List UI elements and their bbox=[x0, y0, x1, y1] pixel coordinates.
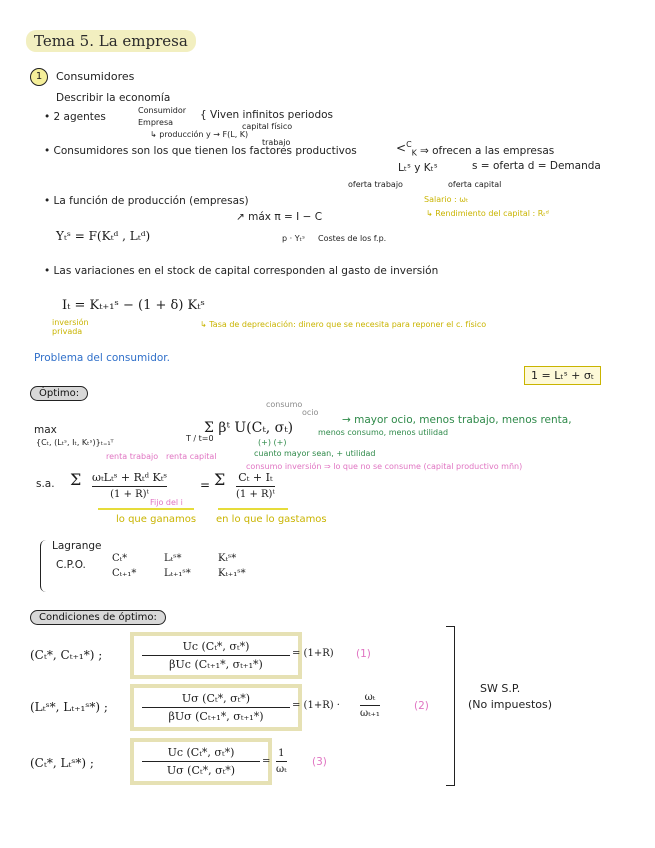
mayor-ocio-note: → mayor ocio, menos trabajo, menos renta, bbox=[342, 414, 572, 426]
eq2-wage-num: ωₜ bbox=[364, 692, 376, 703]
conditions-bracket bbox=[446, 626, 455, 786]
capital-fisico-note: capital físico bbox=[242, 122, 293, 131]
fraction-line bbox=[360, 705, 380, 706]
ocio-annotation: ocio bbox=[302, 408, 319, 417]
fraction-line bbox=[276, 761, 287, 762]
sum-constraint-lhs: Σ bbox=[70, 470, 82, 489]
eq2-tag: (2) bbox=[414, 700, 429, 712]
eq1-frame bbox=[130, 632, 302, 679]
salario-label: Salario : ωₜ bbox=[424, 195, 469, 204]
constraint-lhs-fraction bbox=[92, 471, 167, 500]
cpo-l-t1: Lₜ₊₁ˢ* bbox=[164, 568, 191, 579]
condiciones-heading: Condiciones de óptimo: bbox=[30, 610, 166, 625]
ingresos-label: p · Yₜˢ bbox=[282, 234, 305, 243]
max-variables: {Cₜ, (Lₜˢ, Iₜ, Kₜˢ)}ₜ₌₁ᵀ bbox=[36, 438, 114, 447]
cpo-label: C.P.O. bbox=[56, 559, 86, 571]
tasa-depreciacion-note: ↳ Tasa de depreciación: dinero que se necesita para reponer el c. físico bbox=[200, 320, 487, 329]
constraint-rhs-numerator: Cₜ + Iₜ bbox=[238, 471, 273, 484]
cpo-c-t1: Cₜ₊₁* bbox=[112, 568, 137, 579]
eq2-rhs: = (1+R) · bbox=[292, 700, 340, 711]
eq3-inverse-wage bbox=[276, 748, 287, 775]
cpo-k-t: Kₜˢ* bbox=[218, 553, 237, 564]
labor-capital-supply: Lₜˢ y Kₜˢ bbox=[398, 162, 438, 174]
max-label: max bbox=[34, 424, 57, 436]
section-subheading: Describir la economía bbox=[56, 92, 171, 104]
eq1-denominator: βUc (Cₜ₊₁*, σₜ₊₁*) bbox=[169, 658, 263, 671]
ck-lower: K bbox=[411, 148, 417, 158]
agent-empresa: Empresa bbox=[138, 118, 174, 127]
constraint-rhs-fraction bbox=[236, 471, 275, 500]
optimo-label: Óptimo: bbox=[30, 386, 88, 401]
lo-que-ganamos: lo que ganamos bbox=[116, 514, 197, 525]
constraint-lhs-denominator: (1 + R)ᵗ bbox=[110, 489, 150, 500]
sign-annotations: (+) (+) bbox=[258, 438, 287, 447]
eq2-denominator: βUσ (Cₜ₊₁*, σₜ₊₁*) bbox=[168, 710, 264, 723]
ofrecen-text: ⇒ ofrecen a las empresas bbox=[420, 145, 555, 157]
investment-equation: Iₜ = Kₜ₊₁ˢ − (1 + δ) Kₜˢ bbox=[62, 298, 205, 313]
inversion-privada-label: inversión privada bbox=[52, 318, 89, 336]
ck-upper: C bbox=[406, 140, 412, 149]
production-equation: Yₜˢ = F(Kₜᵈ , Lₜᵈ) bbox=[56, 229, 151, 243]
consumo-annotation: consumo bbox=[266, 400, 303, 409]
eq3-tag: (3) bbox=[312, 756, 327, 768]
page-title: Tema 5. La empresa bbox=[26, 30, 196, 52]
eq1-rhs: = (1+R) bbox=[292, 648, 334, 659]
produccion-note: ↳ producción y → F(L, K) bbox=[150, 130, 249, 139]
eq3-denominator: Uσ (Cₜ*, σₜ*) bbox=[166, 764, 236, 777]
constraint-rhs-denominator: (1 + R)ᵗ bbox=[236, 489, 275, 500]
agent-consumidor: Consumidor bbox=[138, 106, 187, 115]
bullet-agents: • 2 agentes bbox=[44, 111, 106, 123]
eq1-numerator: Uc (Cₜ*, σₜ*) bbox=[182, 640, 250, 653]
bullet-funcion: • La función de producción (empresas) bbox=[44, 195, 249, 207]
eq3-inv-num: 1 bbox=[278, 748, 285, 759]
fraction-line bbox=[142, 707, 290, 708]
eq2-pair: (Lₜˢ*, Lₜ₊₁ˢ*) ; bbox=[30, 700, 108, 714]
eq1-tag: (1) bbox=[356, 648, 371, 660]
costes-label: Costes de los f.p. bbox=[318, 234, 387, 243]
eq3-inv-den: ωₜ bbox=[276, 764, 287, 775]
sw-sp-note: SW S.P. bbox=[480, 682, 521, 695]
cpo-k-t1: Kₜ₊₁ˢ* bbox=[218, 568, 246, 579]
fraction-line bbox=[142, 761, 260, 762]
menos-consumo-note: menos consumo, menos utilidad bbox=[318, 428, 449, 437]
constraint-lhs-numerator: ωₜLₜˢ + Rₜᵈ Kₜˢ bbox=[92, 471, 168, 484]
consumo-inversion-note: consumo inversión ⇒ lo que no se consume (capital productivo mñn) bbox=[246, 462, 523, 471]
bullet-consumidores: • Consumidores son los que tienen los factores productivos bbox=[44, 145, 357, 157]
eq3-rhs: = bbox=[262, 756, 271, 767]
eq2-wage-ratio bbox=[360, 692, 380, 719]
cuanto-mayor-note: cuanto mayor sean, + utilidad bbox=[254, 449, 376, 458]
problema-heading: Problema del consumidor. bbox=[34, 352, 170, 364]
lo-que-gastamos: en lo que lo gastamos bbox=[216, 514, 327, 525]
equals-sign: = bbox=[200, 478, 211, 492]
eq2-wage-den: ωₜ₊₁ bbox=[360, 708, 380, 719]
supply-demand-legend: s = oferta d = Demanda bbox=[472, 160, 601, 172]
renta-trabajo-label: renta trabajo bbox=[106, 452, 159, 461]
underline-ganamos bbox=[98, 508, 194, 510]
lagrange-label: Lagrange bbox=[52, 540, 102, 552]
cpo-c-t: Cₜ* bbox=[112, 553, 128, 564]
section-heading: Consumidores bbox=[56, 70, 135, 83]
sum-constraint-rhs: Σ bbox=[214, 470, 226, 489]
eq3-pair: (Cₜ*, Lₜˢ*) ; bbox=[30, 756, 94, 770]
agents-description: { Viven infinitos periodos bbox=[200, 109, 334, 121]
rendimiento-label: ↳ Rendimiento del capital : Rₜᵈ bbox=[426, 209, 549, 218]
underline-gastamos bbox=[218, 508, 288, 510]
oferta-capital-label: oferta capital bbox=[448, 180, 502, 189]
max-profit: ↗ máx π = I − C bbox=[236, 211, 323, 223]
time-constraint-box: 1 = Lₜˢ + σₜ bbox=[524, 366, 601, 385]
eq2-numerator: Uσ (Cₜ*, σₜ*) bbox=[181, 692, 251, 705]
renta-capital-label: renta capital bbox=[166, 452, 217, 461]
fraction-line bbox=[92, 486, 167, 487]
eq3-frame bbox=[130, 738, 272, 785]
trabajo-note: trabajo bbox=[262, 138, 291, 147]
ck-symbol: <$^C_K$ bbox=[396, 140, 417, 158]
cpo-l-t: Lₜˢ* bbox=[164, 553, 182, 564]
eq2-frame bbox=[130, 684, 302, 731]
fraction-line bbox=[236, 486, 275, 487]
eq3-numerator: Uc (Cₜ*, σₜ*) bbox=[167, 746, 235, 759]
section-number-badge: 1 bbox=[30, 68, 48, 86]
lagrange-brace bbox=[40, 540, 47, 592]
no-impuestos-note: (No impuestos) bbox=[468, 698, 553, 711]
objective-function: Σ βᵗ U(Cₜ, σₜ) bbox=[204, 420, 294, 436]
sujeto-a-label: s.a. bbox=[36, 478, 55, 490]
fijo-annotation: Fijo del i bbox=[150, 498, 183, 507]
bullet-variaciones: • Las variaciones en el stock de capital corresponden al gasto de inversión bbox=[44, 265, 439, 277]
sum-limits: T / t=0 bbox=[186, 434, 214, 443]
eq1-pair: (Cₜ*, Cₜ₊₁*) ; bbox=[30, 648, 103, 662]
oferta-trabajo-label: oferta trabajo bbox=[348, 180, 403, 189]
fraction-line bbox=[142, 655, 290, 656]
